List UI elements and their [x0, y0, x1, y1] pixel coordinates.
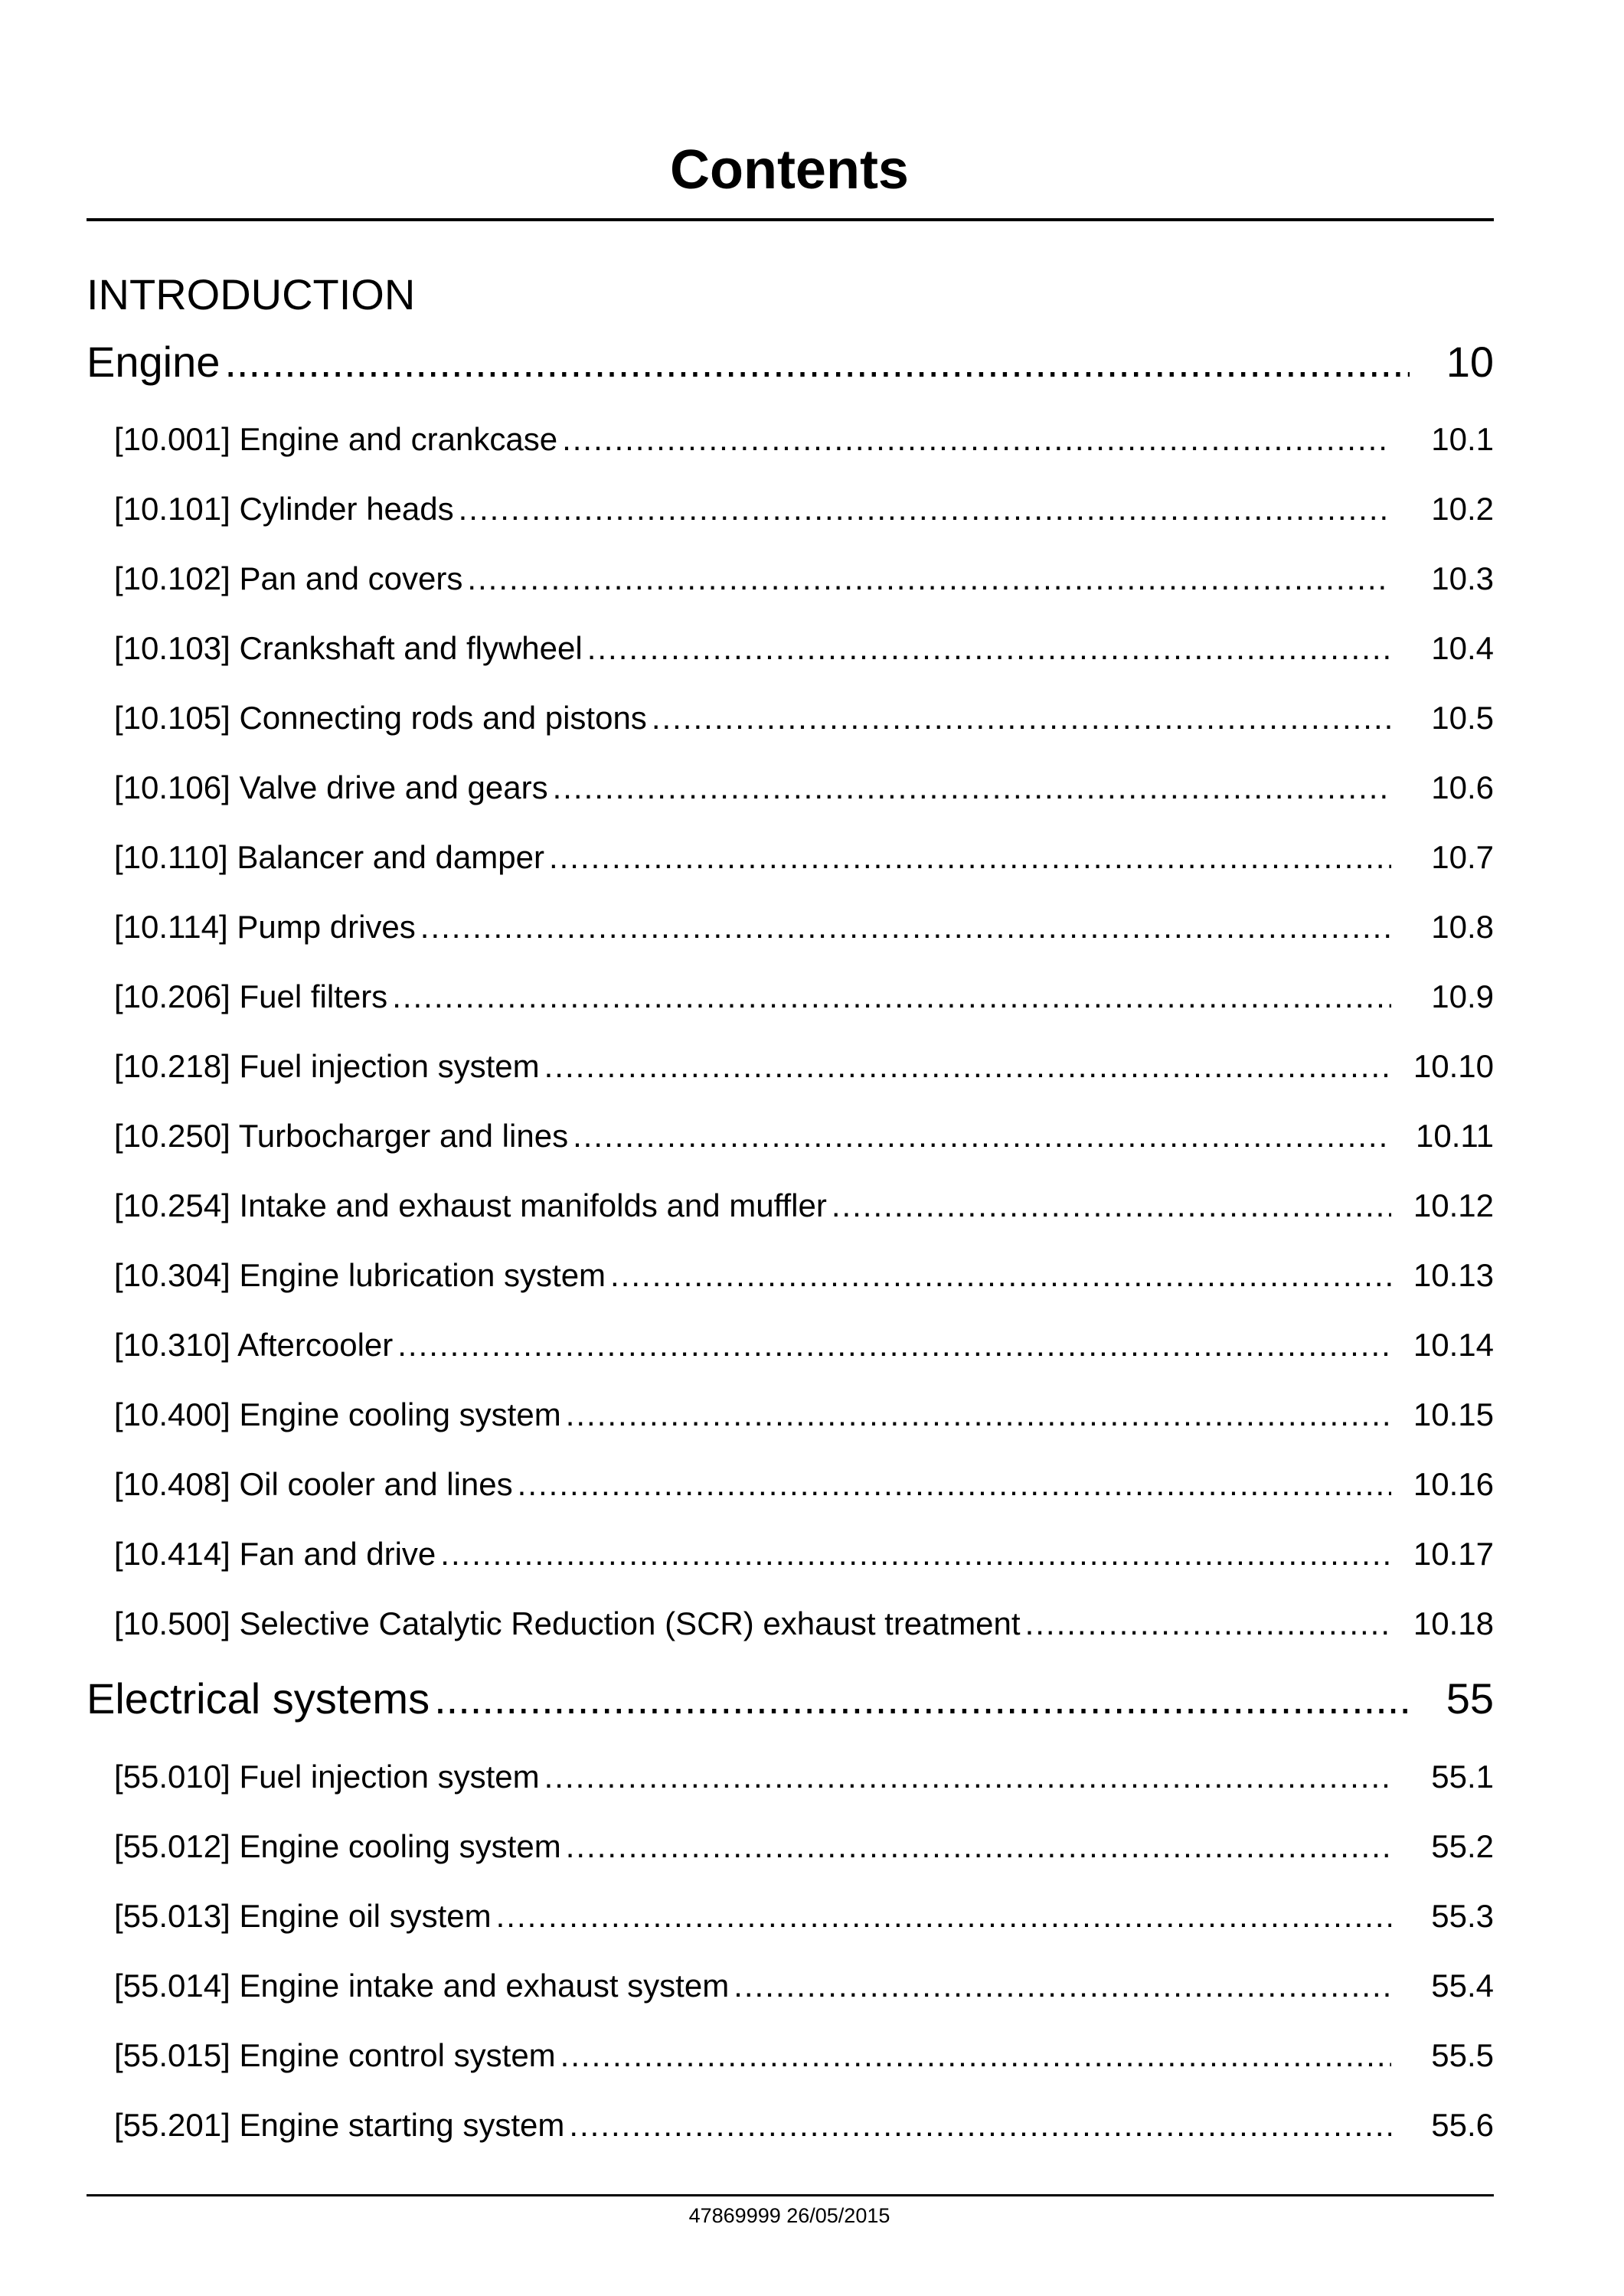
toc-section-55-015[interactable]: [87, 2037, 1494, 2091]
toc-page-number: 55.5: [1431, 2037, 1494, 2073]
toc-page-number: 10.12: [1413, 1187, 1494, 1223]
toc-page-number: 10.3: [1431, 560, 1494, 596]
page-title: Contents: [670, 139, 909, 201]
title-divider: [87, 218, 1494, 221]
toc-section-label: [10.254] Intake and exhaust manifolds and muffler: [114, 1187, 827, 1223]
toc-section-10-106[interactable]: [87, 769, 1494, 823]
footer-divider: [87, 2194, 1494, 2196]
toc-section-10-500[interactable]: [87, 1605, 1494, 1659]
toc-page-number: 55.4: [1431, 1968, 1494, 2004]
introduction-link[interactable]: INTRODUCTION: [87, 270, 416, 318]
toc-section-label: [10.310] Aftercooler: [114, 1327, 394, 1363]
toc-dot-leader: [652, 700, 1391, 736]
toc-section-10-103[interactable]: [87, 630, 1494, 684]
toc-page-number: 10.17: [1413, 1536, 1494, 1572]
toc-page-number: 10: [1446, 338, 1494, 386]
toc-page-number: 10.11: [1416, 1118, 1494, 1154]
toc-page-number: 55.3: [1431, 1898, 1494, 1934]
toc-section-10-254[interactable]: [87, 1187, 1494, 1241]
toc-dot-leader: [397, 1327, 1391, 1364]
toc-section-label: [10.206] Fuel filters: [114, 978, 388, 1014]
toc-dot-leader: [610, 1257, 1391, 1294]
toc-section-label: [10.106] Valve drive and gears: [114, 769, 548, 805]
toc-dot-leader: [549, 839, 1391, 876]
toc-section-10-206[interactable]: [87, 978, 1494, 1032]
toc-page-number: 10.15: [1413, 1396, 1494, 1432]
toc-section-10-414[interactable]: [87, 1536, 1494, 1589]
toc-page-number: 55.1: [1431, 1759, 1494, 1795]
toc-section-55-010[interactable]: [87, 1759, 1494, 1812]
toc-section-10-304[interactable]: [87, 1257, 1494, 1311]
toc-dot-leader: [496, 1898, 1391, 1935]
toc-page-number: 10.13: [1413, 1257, 1494, 1293]
toc-dot-leader: [573, 1118, 1391, 1155]
toc-section-10-105[interactable]: [87, 700, 1494, 753]
toc-section-label: [55.201] Engine starting system: [114, 2107, 565, 2143]
toc-chapter-engine[interactable]: [87, 337, 1494, 406]
toc-section-10-110[interactable]: [87, 839, 1494, 893]
document-footer: 47869999 26/05/2015: [688, 2204, 890, 2227]
toc-dot-leader: [553, 769, 1391, 806]
toc-dot-leader: [544, 1759, 1391, 1795]
toc-section-label: [10.414] Fan and drive: [114, 1536, 436, 1572]
toc-dot-leader: [566, 1396, 1391, 1433]
toc-dot-leader: [734, 1968, 1391, 2004]
toc-dot-leader: [1025, 1605, 1391, 1642]
toc-page-number: 10.14: [1413, 1327, 1494, 1363]
toc-dot-leader: [434, 1674, 1410, 1723]
toc-section-label: [10.110] Balancer and damper: [114, 839, 544, 875]
toc-dot-leader: [518, 1466, 1391, 1503]
toc-page-number: 10.18: [1413, 1605, 1494, 1641]
toc-dot-leader: [467, 560, 1391, 597]
toc-page-number: 10.6: [1431, 769, 1494, 805]
toc-dot-leader: [544, 1048, 1391, 1085]
toc-page-number: 10.16: [1413, 1466, 1494, 1502]
toc-page-number: 10.9: [1431, 978, 1494, 1014]
toc-chapter-electrical-systems[interactable]: [87, 1674, 1494, 1742]
toc-dot-leader: [587, 630, 1391, 667]
toc-section-10-102[interactable]: [87, 560, 1494, 614]
toc-section-10-001[interactable]: [87, 421, 1494, 475]
toc-dot-leader: [420, 909, 1391, 946]
toc-section-10-310[interactable]: [87, 1327, 1494, 1380]
toc-dot-leader: [569, 2107, 1391, 2144]
toc-page-number: 10.8: [1431, 909, 1494, 945]
toc-section-55-201[interactable]: [87, 2107, 1494, 2160]
toc-section-label: [10.101] Cylinder heads: [114, 491, 454, 527]
toc-page-number: 55.2: [1431, 1828, 1494, 1864]
toc-chapter-label: Electrical systems: [87, 1674, 430, 1723]
toc-page-number: 55.6: [1431, 2107, 1494, 2143]
toc-dot-leader: [832, 1187, 1391, 1224]
toc-section-10-400[interactable]: [87, 1396, 1494, 1450]
toc-page-number: 10.7: [1431, 839, 1494, 875]
toc-section-label: [10.250] Turbocharger and lines: [114, 1118, 569, 1154]
toc-section-label: [10.114] Pump drives: [114, 909, 416, 945]
toc-section-10-114[interactable]: [87, 909, 1494, 962]
toc-section-55-013[interactable]: [87, 1898, 1494, 1951]
toc-section-label: [10.105] Connecting rods and pistons: [114, 700, 647, 736]
toc-page-number: 10.5: [1431, 700, 1494, 736]
toc-page-number: 10.10: [1413, 1048, 1494, 1084]
toc-section-55-014[interactable]: [87, 1968, 1494, 2021]
toc-section-label: [55.012] Engine cooling system: [114, 1828, 561, 1864]
toc-chapter-label: Engine: [87, 338, 221, 386]
toc-section-label: [55.015] Engine control system: [114, 2037, 556, 2073]
toc-dot-leader: [459, 491, 1391, 527]
toc-section-label: [55.013] Engine oil system: [114, 1898, 492, 1934]
toc-section-10-218[interactable]: [87, 1048, 1494, 1102]
toc-page-number: 55: [1446, 1674, 1494, 1723]
toc-section-10-101[interactable]: [87, 491, 1494, 544]
toc-section-label: [10.408] Oil cooler and lines: [114, 1466, 513, 1502]
toc-page-number: 10.1: [1431, 421, 1494, 457]
toc-dot-leader: [560, 2037, 1391, 2074]
toc-dot-leader: [224, 337, 1410, 387]
toc-section-label: [10.500] Selective Catalytic Reduction (SCR) exhaust treatment: [114, 1605, 1021, 1641]
toc-dot-leader: [566, 1828, 1391, 1865]
toc-section-10-408[interactable]: [87, 1466, 1494, 1520]
toc-dot-leader: [392, 978, 1391, 1015]
toc-section-label: [10.001] Engine and crankcase: [114, 421, 558, 457]
toc-section-label: [10.102] Pan and covers: [114, 560, 463, 596]
toc-page-number: 10.4: [1431, 630, 1494, 666]
toc-dot-leader: [440, 1536, 1391, 1573]
toc-section-label: [55.010] Fuel injection system: [114, 1759, 540, 1795]
toc-dot-leader: [562, 421, 1391, 458]
toc-section-10-250[interactable]: [87, 1118, 1494, 1171]
toc-section-55-012[interactable]: [87, 1828, 1494, 1882]
toc-section-label: [10.103] Crankshaft and flywheel: [114, 630, 583, 666]
toc-section-label: [10.218] Fuel injection system: [114, 1048, 540, 1084]
toc-section-label: [55.014] Engine intake and exhaust system: [114, 1968, 730, 2004]
toc-section-label: [10.400] Engine cooling system: [114, 1396, 561, 1432]
toc-page-number: 10.2: [1431, 491, 1494, 527]
toc-section-label: [10.304] Engine lubrication system: [114, 1257, 606, 1293]
